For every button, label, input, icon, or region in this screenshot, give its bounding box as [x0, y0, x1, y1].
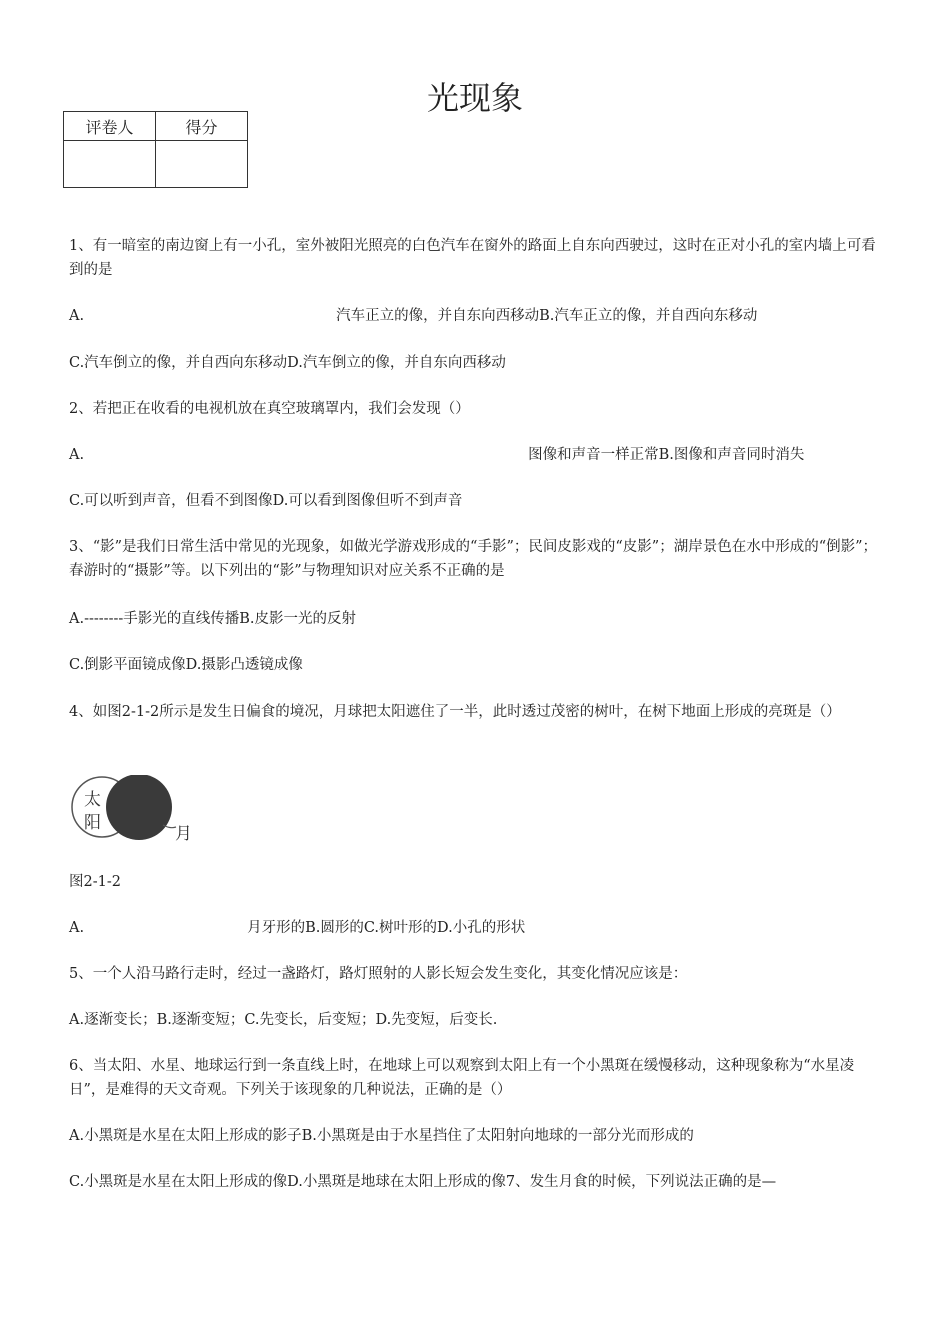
q3-options-cd: C.倒影平面镜成像D.摄影凸透镜成像: [69, 657, 303, 673]
q1-option-ab-text: 汽车正立的像，并自东向西移动B.汽车正立的像，并自西向东移动: [336, 308, 758, 324]
score-table: [63, 111, 248, 188]
q1-options-ab: [69, 304, 881, 328]
moon-disc: [106, 775, 172, 840]
q6-options-ab: A.小黑斑是水星在太阳上形成的影子B.小黑斑是由于水星挡住了太阳射向地球的一部分光而形成的: [69, 1128, 694, 1144]
q3-options-ab: A.--------手影光的直线传播B.皮影一光的反射: [69, 611, 357, 627]
q1-stem: 1、有一暗室的南边窗上有一小孔，室外被阳光照亮的白色汽车在窗外的路面上自东向西驶过，这时在正对小孔的室内墙上可看到的是: [69, 238, 876, 278]
moon-label: 月: [175, 824, 192, 844]
q4-figure-caption: 图2-1-2: [69, 874, 121, 890]
sun-label-top: 太: [84, 790, 101, 810]
q2-stem: 2、若把正在收看的电视机放在真空玻璃罩内，我们会发现（）: [69, 401, 470, 417]
q5-stem: 5、一个人沿马路行走时，经过一盏路灯，路灯照射的人影长短会发生变化，其变化情况应该是：: [69, 966, 688, 982]
q4-options-text: 月牙形的B.圆形的C.树叶形的D.小孔的形状: [247, 920, 526, 936]
q6-stem: 6、当太阳、水星、地球运行到一条直线上时，在地球上可以观察到太阳上有一个小黑斑在缓慢移动，这种现象称为“水星凌日”，是难得的天文奇观。下列关于该现象的几种说法，正确的是（）: [69, 1058, 855, 1098]
q4-options: [69, 916, 881, 940]
score-cell: [156, 141, 248, 188]
q5-options: A.逐渐变长；B.逐渐变短；C.先变长，后变短；D.先变短，后变长.: [69, 1012, 498, 1028]
q2-option-a-label: A.: [69, 447, 85, 463]
q2-option-ab-text: 图像和声音一样正常B.图像和声音同时消失: [528, 447, 805, 463]
q2-options-ab: [69, 443, 881, 467]
q1-option-a-label: A.: [69, 308, 85, 324]
q6-options-cd: C.小黑斑是水星在太阳上形成的像D.小黑斑是地球在太阳上形成的像7、发生月食的时候，下列说法正确的是—: [69, 1174, 777, 1190]
page-title: 光现象: [426, 79, 523, 118]
grader-cell: [64, 141, 156, 188]
q3-stem: 3、“影”是我们日常生活中常见的光现象，如做光学游戏形成的“手影”；民间皮影戏的“皮影”；湖岸景色在水中形成的“倒影”；春游时的“摄影”等。以下列出的“影”与物理知识对应关系不正确的是: [69, 539, 878, 579]
eclipse-figure: [68, 775, 198, 845]
grader-header: 评卷人: [64, 112, 156, 141]
sun-label-bottom: 阳: [84, 813, 101, 833]
q4-stem: 4、如图2-1-2所示是发生日偏食的境况，月球把太阳遮住了一半，此时透过茂密的树叶，在树下地面上形成的亮斑是（）: [69, 704, 841, 720]
score-header: 得分: [156, 112, 248, 141]
q2-options-cd: C.可以听到声音，但看不到图像D.可以看到图像但听不到声音: [69, 493, 463, 509]
q1-options-cd: C.汽车倒立的像，并自西向东移动D.汽车倒立的像，并自东向西移动: [69, 355, 506, 371]
q4-option-a-label: A.: [69, 920, 85, 936]
